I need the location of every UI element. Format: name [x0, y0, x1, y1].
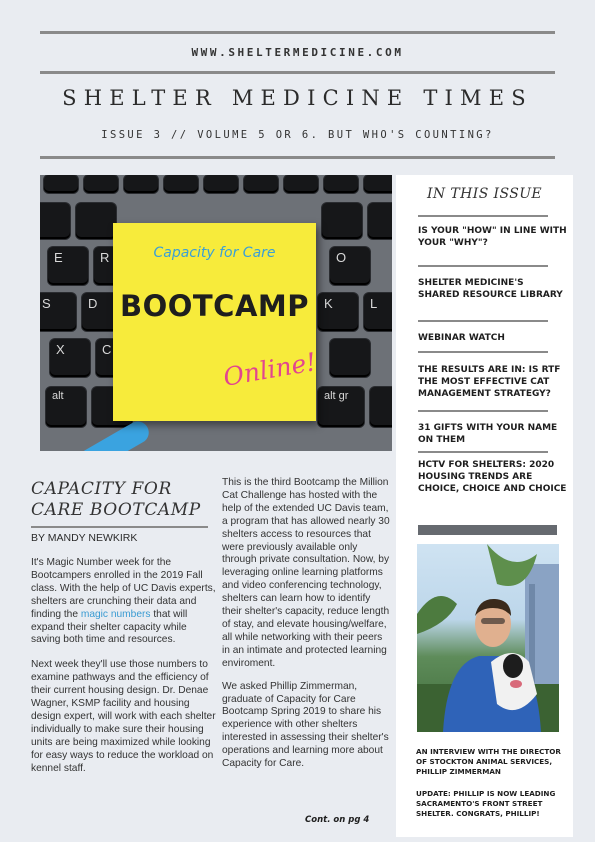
keyboard-key-alt-gr: alt gr	[318, 387, 364, 427]
article-paragraph: This is the third Bootcamp the Million Cat Challenge has hosted with the help of the extended UC Davis team, a program that has allowed nearly 30 shelters access to resources that were previously available only through private consultation. Now, by leveraging online learning platforms and video conferencing technology, shelters can learn how to identify their shelter's capacity, reduce length of stay, and elevate housing/welfare, all while networking with their peers in an intimate and protected learning enviroment.	[222, 477, 390, 669]
keyboard-key	[124, 175, 158, 193]
keyboard-key-o: O	[330, 247, 370, 285]
sidebar-divider-block	[418, 525, 557, 535]
portrait-illustration	[417, 544, 559, 732]
keyboard-key-s: S	[40, 293, 76, 331]
sidebar-rule	[418, 451, 548, 453]
hero-keyboard-image	[40, 175, 392, 451]
article-column-left	[31, 557, 217, 788]
keyboard-key	[244, 175, 278, 193]
keyboard-key-e: E	[48, 247, 88, 285]
keyboard-key	[330, 339, 370, 377]
article-column-right	[222, 477, 390, 783]
sidebar-item-31-gifts[interactable]: 31 GIFTS WITH YOUR NAME ON THEM	[418, 423, 558, 445]
sidebar-item-resource-library[interactable]: SHELTER MEDICINE'S SHARED RESOURCE LIBRARY	[418, 278, 563, 300]
sticky-note-subtitle: Capacity for Care	[153, 245, 276, 261]
keyboard-key	[204, 175, 238, 193]
header-top-rule	[40, 31, 555, 34]
portrait-photo	[417, 544, 559, 732]
sidebar-rule	[418, 320, 548, 322]
keyboard-key	[40, 203, 70, 239]
sidebar-item-hctv[interactable]: HCTV FOR SHELTERS: 2020 HOUSING TRENDS ARE CHOICE, CHOICE AND CHOICE	[418, 460, 567, 494]
keyboard-key	[44, 175, 78, 193]
sticky-note-online: Online!	[221, 347, 319, 392]
keyboard-key-l: L	[364, 293, 392, 331]
sidebar-rule	[418, 265, 548, 267]
keyboard-key	[322, 203, 362, 239]
sidebar-rule	[418, 215, 548, 217]
paragraph-text: that will expand their shelter capacity while saving both time and resources.	[31, 608, 188, 646]
keyboard-key-r: R	[94, 247, 134, 285]
header-bottom-rule	[40, 156, 555, 159]
keyboard-key	[284, 175, 318, 193]
article-paragraph: We asked Phillip Zimmerman, graduate of Capacity for Care Bootcamp Spring 2019 to share his experience with other shelters interested in assessing their shelter's operations and learning more about Capacity for Care.	[222, 680, 389, 770]
issue-line: ISSUE 3 // VOLUME 5 OR 6. BUT WHO'S COUNTING?	[101, 129, 494, 141]
article-paragraph: Next week they'll use those numbers to examine pathways and the efficiency of their current housing design. Dr. Denae Wagner, KSMP facility and housing design expert, will work with each shelter individually to make sure their housing units are being maximized while looking for easy ways to reduce the workload on kennel staff.	[31, 659, 216, 774]
sidebar-item-webinar-watch[interactable]: WEBINAR WATCH	[418, 333, 505, 343]
sidebar-item-rtf-results[interactable]: THE RESULTS ARE IN: IS RTF THE MOST EFFECTIVE CAT MANAGEMENT STRATEGY?	[418, 365, 561, 399]
magic-numbers-link[interactable]: magic numbers	[80, 608, 151, 620]
sidebar-rule	[418, 351, 548, 353]
portrait-caption-update: UPDATE: PHILLIP IS NOW LEADING SACRAMENTO'S FRONT STREET SHELTER. CONGRATS, PHILLIP!	[416, 789, 556, 818]
keyboard-key-alt: alt	[46, 387, 86, 427]
keyboard-key	[84, 175, 118, 193]
keyboard-key	[370, 387, 392, 427]
sticky-note-heading: BOOTCAMP	[119, 289, 310, 323]
article-title	[31, 479, 211, 521]
article-byline: BY MANDY NEWKIRK	[31, 532, 138, 544]
continued-link[interactable]: Cont. on pg 4	[305, 815, 370, 825]
website-url[interactable]: WWW.SHELTERMEDICINE.COM	[191, 46, 404, 59]
article-title-line1: CAPACITY FOR	[31, 479, 172, 499]
article-title-rule	[31, 526, 208, 528]
keyboard-key-k: K	[318, 293, 358, 331]
sticky-note	[113, 223, 319, 421]
newsletter-title: SHELTER MEDICINE TIMES	[62, 86, 533, 110]
keyboard-key	[364, 175, 392, 193]
keyboard-key	[324, 175, 358, 193]
portrait-caption-interview: AN INTERVIEW WITH THE DIRECTOR OF STOCKTON ANIMAL SERVICES, PHILLIP ZIMMERMAN	[416, 747, 561, 776]
sidebar-rule	[418, 410, 548, 412]
sidebar	[396, 175, 573, 837]
article-paragraph	[31, 557, 217, 647]
keyboard-key	[76, 203, 116, 239]
keyboard-key	[368, 203, 392, 239]
paragraph-text: It's Magic Number week for the Bootcampers enrolled in the 2019 Fall class. With the help of UC Davis experts, shelters are crunching their data and finding the	[31, 557, 216, 620]
keyboard-key-c: C	[96, 339, 136, 377]
keyboard-key-x: X	[50, 339, 90, 377]
sidebar-item-how-why[interactable]: IS YOUR "HOW" IN LINE WITH YOUR "WHY"?	[418, 226, 567, 248]
keyboard-key-d: D	[82, 293, 122, 331]
article-title-line2: CARE BOOTCAMP	[31, 500, 201, 520]
keyboard-key	[164, 175, 198, 193]
sidebar-heading: IN THIS ISSUE	[427, 186, 543, 202]
header-rule-2	[40, 71, 555, 74]
